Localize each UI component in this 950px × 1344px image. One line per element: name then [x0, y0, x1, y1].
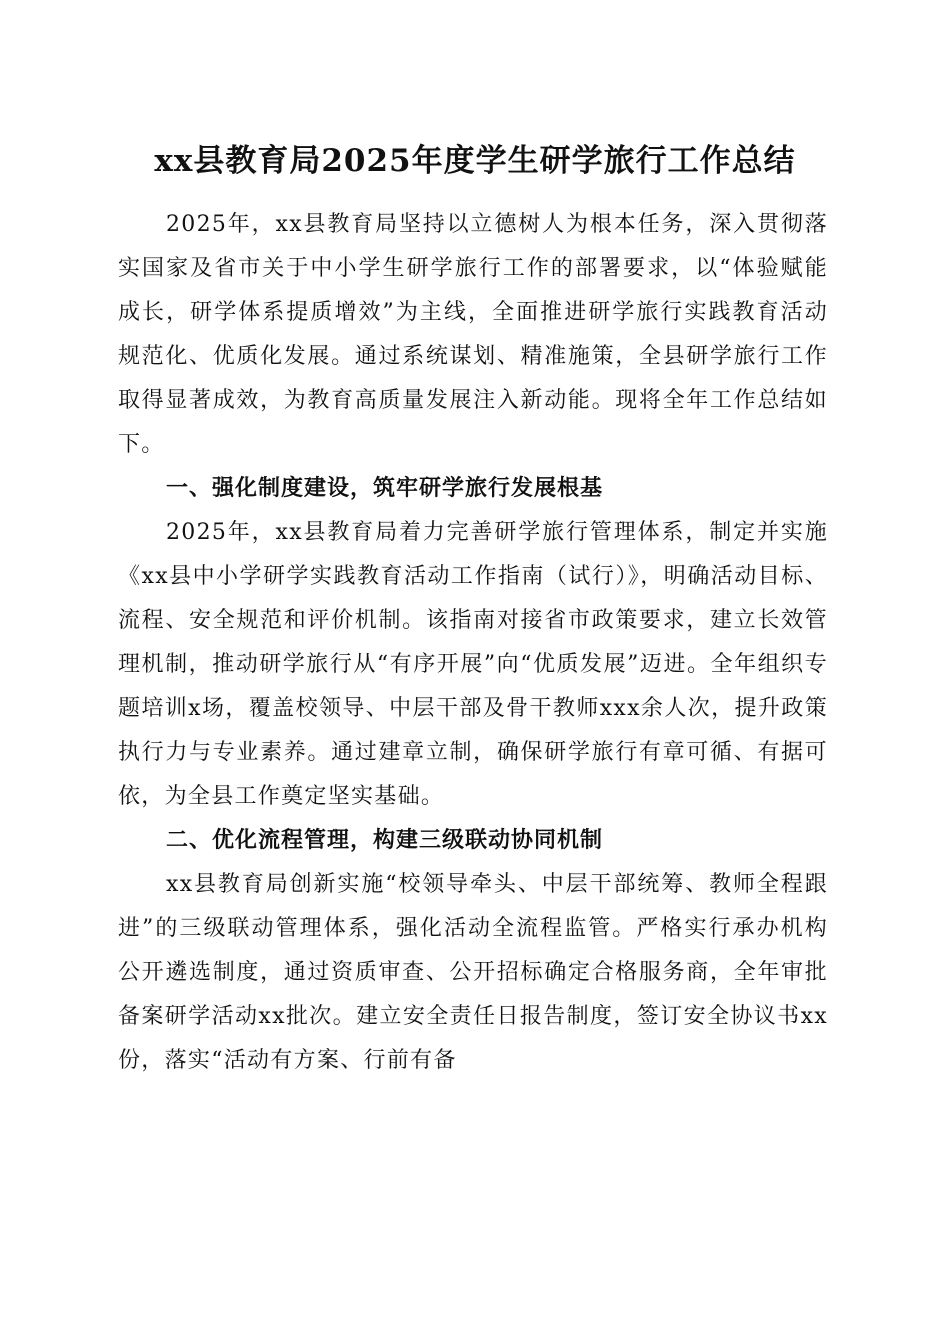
document-body — [118, 203, 828, 1083]
document-title: xx县教育局2025年度学生研学旅行工作总结 — [154, 143, 796, 179]
section-2-paragraph: xx县教育局创新实施“校领导牵头、中层干部统筹、教师全程跟进”的三级联动管理体系，强化活动全流程监管。严格实行承办机构公开遴选制度，通过资质审查、公开招标确定合格服务商，全年审批备案研学活动xx批次。建立安全责任日报告制度，签订安全协议书xx份，落实“活动有方案、行前有备 — [118, 872, 828, 1073]
section-1-paragraph: 2025年，xx县教育局着力完善研学旅行管理体系，制定并实施《xx县中小学研学实践教育活动工作指南（试行）》，明确活动目标、流程、安全规范和评价机制。该指南对接省市政策要求，建立长效管理机制，推动研学旅行从“有序开展”向“优质发展”迈进。全年组织专题培训x场，覆盖校领导、中层干部及骨干教师xxx余人次，提升政策执行力与专业素养。通过建章立制，确保研学旅行有章可循、有据可依，为全县工作奠定坚实基础。 — [118, 520, 828, 809]
section-1-heading: 一、强化制度建设，筑牢研学旅行发展根基 — [166, 476, 604, 501]
intro-paragraph: 2025年，xx县教育局坚持以立德树人为根本任务，深入贯彻落实国家及省市关于中小学生研学旅行工作的部署要求，以“体验赋能成长，研学体系提质增效”为主线，全面推进研学旅行实践教育活动规范化、优质化发展。通过系统谋划、精准施策，全县研学旅行工作取得显著成效，为教育高质量发展注入新动能。现将全年工作总结如下。 — [118, 212, 828, 457]
section-2-heading: 二、优化流程管理，构建三级联动协同机制 — [166, 828, 604, 853]
